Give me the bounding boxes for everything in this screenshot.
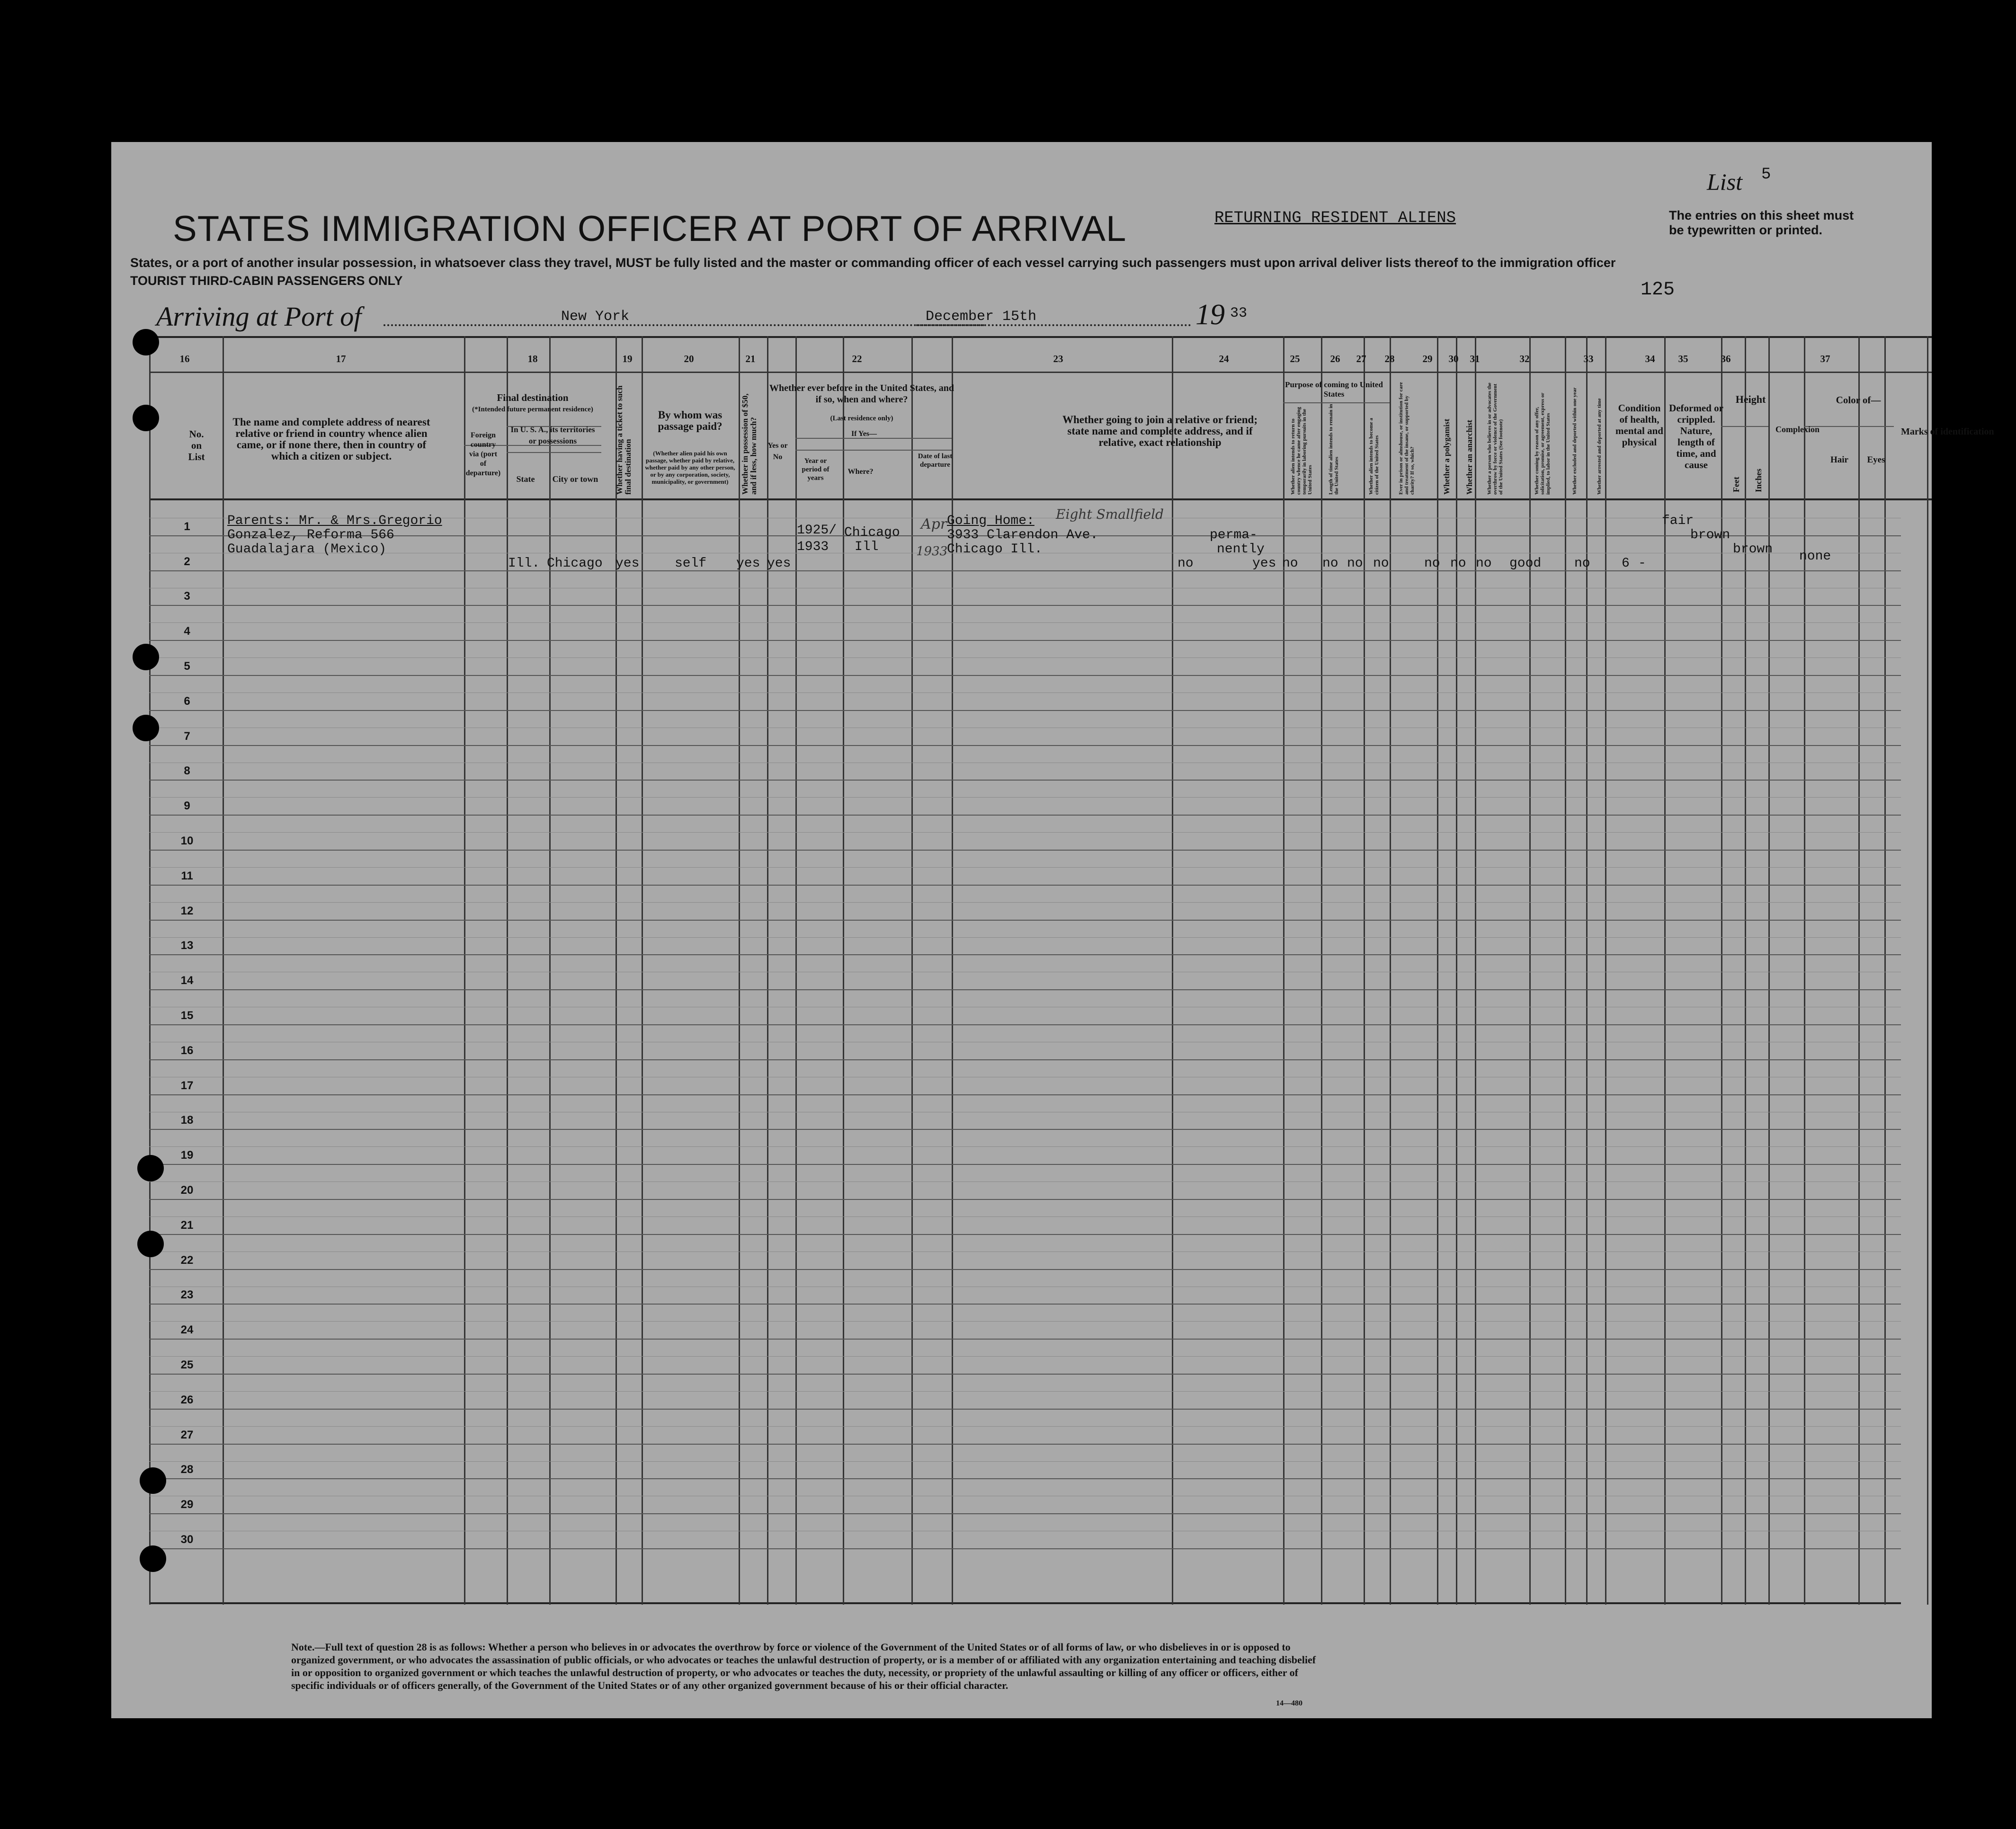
marks-value: none: [1799, 549, 1831, 564]
row-line: [149, 1548, 1901, 1549]
row-line: [149, 797, 1901, 798]
labor-offer-value: no: [1424, 556, 1440, 571]
row-number: 2: [184, 555, 190, 568]
header-purpose-length: Length of time alien intends to remain in the United States: [1328, 404, 1339, 495]
prison-value: no: [1282, 556, 1298, 571]
row-line: [149, 815, 1901, 816]
header-in-usa: In U. S. A., its territories or possessions: [510, 425, 595, 445]
row-number: 12: [180, 904, 194, 917]
column-number: 26: [1330, 353, 1340, 364]
row-number: 3: [184, 590, 190, 603]
header-state: State: [516, 474, 535, 484]
row-number: 17: [180, 1079, 194, 1092]
row-line: [149, 657, 1901, 658]
row-line: [149, 850, 1901, 851]
column-line: [1456, 336, 1457, 1605]
header-passage-paid: By whom was passage paid?: [658, 409, 723, 432]
row-line: [149, 1356, 1901, 1357]
row-line: [149, 867, 1901, 868]
relative-line-3: Guadalajara (Mexico): [227, 542, 387, 557]
eyes-value: brown: [1733, 542, 1773, 557]
row-number: 24: [180, 1323, 194, 1337]
column-number: 16: [179, 353, 190, 364]
punch-hole: [71, 1155, 98, 1181]
header-overthrow: Whether a person who believes in or advocates the overthrow by force or violence of the Government of the United States (See footnote): [1487, 382, 1504, 495]
entries-note: [1669, 208, 1854, 238]
column-number: 23: [1053, 353, 1063, 364]
column-line: [1745, 336, 1746, 1605]
column-number: 37: [1820, 353, 1830, 364]
row-line: [149, 954, 1901, 955]
column-line: [1884, 336, 1886, 1605]
join-line-2: 3933 Clarendon Ave.: [947, 528, 1098, 542]
column-line: [1529, 336, 1531, 1605]
header-excluded: Whether excluded and deported within one year: [1572, 387, 1578, 495]
row-number: 29: [180, 1498, 194, 1511]
column-line: [642, 336, 643, 1605]
year-suffix: 33: [1230, 305, 1248, 321]
length-stay-line-1: perma-: [1210, 528, 1258, 542]
row-line: [149, 920, 1901, 921]
length-stay-line-2: nently: [1217, 542, 1265, 557]
punch-hole: [137, 1231, 164, 1257]
punch-hole: [71, 1231, 98, 1257]
header-polygamist: Whether a polygamist: [1442, 418, 1451, 495]
row-number: 21: [180, 1218, 194, 1232]
punch-hole: [71, 327, 98, 353]
header-final-destination-sub: (*Intended future permanent residence): [472, 406, 593, 413]
returning-resident-stamp: RETURNING RESIDENT ALIENS: [1214, 209, 1456, 227]
row-number: 18: [180, 1114, 194, 1127]
column-number: 30: [1448, 353, 1459, 364]
header-eyes: Eyes: [1867, 455, 1885, 465]
column-number: 36: [1721, 353, 1731, 364]
ticket-value: yes: [616, 556, 640, 571]
fifty-value: yes: [736, 556, 760, 571]
subheader-line: [507, 452, 601, 453]
row-line: [149, 1321, 1901, 1322]
row-line: [149, 1304, 1901, 1305]
column-number: 25: [1290, 353, 1300, 364]
dest-state: Ill.: [508, 556, 540, 571]
row-number: 30: [180, 1533, 194, 1546]
column-line: [1437, 336, 1438, 1605]
row-line: [149, 885, 1901, 886]
row-line: [149, 640, 1901, 641]
row-number: 16: [180, 1044, 194, 1057]
column-number: 27: [1356, 353, 1366, 364]
inches-value: -: [1638, 556, 1646, 571]
row-line: [149, 710, 1901, 711]
anarchist-value: no: [1347, 556, 1363, 571]
header-fifty-dollars: Whether in possession of $50, and if less, how much?: [740, 393, 758, 495]
row-line: [149, 832, 1901, 833]
header-yes-no: Yes or No: [767, 442, 788, 461]
row-number: 9: [184, 799, 190, 813]
manifest-sheet: [111, 142, 1994, 1718]
column-number: 22: [852, 353, 862, 364]
row-number: 15: [180, 1009, 194, 1022]
header-where: Where?: [847, 468, 874, 476]
header-passage-paid-sub: (Whether alien paid his own passage, whether paid by relative, whether paid by any other person, or by any corporation, society, municipality, or government): [645, 450, 735, 485]
footnote: Note.—Full text of question 28 is as follows: Whether a person who believes in or advocates the overthrow by force or violence of the Government of the United States or of all forms of law, or who disbelieves in or is opposed to organized government, or who advocates the assassination of public officials, or who advocates or teaches the unlawful destruction of property, or is a member of or affiliated with any organization entertaining and teaching disbelief in or opposition to organized government or which teaches the unlawful destruction of property, or who advocates or teaches the duty, necessity, or propriety of the unlawful assaulting or killing of any officer or officers, either of specific individuals or of officers generally, of the Government of the United States or of any other organized government because of his or their official character.: [291, 1641, 1316, 1691]
header-arrested: Whether arrested and deported at any time: [1597, 398, 1602, 495]
column-line: [616, 336, 617, 1605]
last-departure-hw-2: 1933: [916, 544, 948, 559]
row-number: 25: [180, 1358, 194, 1371]
column-number: 31: [1470, 353, 1480, 364]
citizen-value: yes: [1252, 556, 1276, 571]
punch-hole: [133, 329, 159, 355]
form-code: 14—480: [1276, 1699, 1302, 1707]
row-number: 22: [180, 1253, 194, 1267]
column-line: [1172, 336, 1173, 1605]
excluded-value: no: [1450, 556, 1466, 571]
column-number: 24: [1219, 353, 1229, 364]
header-purpose-return: Whether alien intends to return to country whence he came after engaging temporarily in laboring pursuits in the United States: [1290, 407, 1313, 495]
column-number: 21: [745, 353, 756, 364]
column-line: [1804, 336, 1805, 1605]
passenger-class: TOURIST THIRD-CABIN PASSENGERS ONLY: [130, 274, 403, 288]
column-number: 32: [1519, 353, 1530, 364]
header-ticket: Whether having a ticket to such final destination: [615, 385, 633, 495]
column-line: [464, 336, 465, 1605]
column-line: [1858, 336, 1860, 1605]
polygamist-value: no: [1322, 556, 1338, 571]
row-line: [149, 1216, 1901, 1217]
header-relative: The name and complete address of nearest relative or friend in country whence alien came, or if none there, then in country of which a citizen or subject.: [232, 416, 430, 462]
column-line: [1475, 336, 1476, 1605]
header-before-in-us: Whether ever before in the United States, and if so, when and where?: [769, 383, 954, 405]
column-number: 17: [336, 353, 346, 364]
header-purpose-citizen: Whether alien intends to become a citizen of the United States: [1368, 417, 1380, 495]
complexion-value: fair: [1662, 514, 1694, 528]
column-line: [1768, 336, 1770, 1605]
row-line: [149, 1146, 1901, 1147]
row-line: [149, 1339, 1901, 1340]
punch-hole: [137, 1155, 164, 1181]
row-line: [149, 1444, 1901, 1445]
join-line-3: Chicago Ill.: [947, 542, 1043, 557]
instructions: States, or a port of another insular possession, in whatsoever class they travel, MUST be fully listed and the master or commanding officer of each vessel carrying such passengers must upon arrival deliver lists thereof to the immigration officer: [130, 256, 1616, 270]
punch-hole: [140, 1545, 166, 1572]
punch-hole: [71, 1545, 98, 1572]
where-line-2: Ill: [855, 540, 879, 554]
column-number: 28: [1384, 353, 1395, 364]
row-line: [149, 1059, 1901, 1060]
header-deformed: Deformed or crippled. Nature, length of time, and cause: [1669, 402, 1723, 471]
column-line: [767, 336, 768, 1605]
hair-value: brown: [1690, 528, 1731, 542]
row-number: 10: [180, 835, 194, 847]
row-line: [149, 1024, 1901, 1025]
year-prefix: 19: [1195, 299, 1225, 331]
row-line: [149, 1164, 1901, 1165]
column-number: 33: [1583, 353, 1594, 364]
header-marks: Marks of identification: [1901, 426, 1994, 437]
column-line: [507, 336, 508, 1605]
header-inches: Inches: [1754, 468, 1763, 492]
where-line-1: Chicago: [844, 525, 900, 540]
row-line: [149, 1478, 1901, 1479]
entries-note-line-1: The entries on this sheet must: [1669, 208, 1854, 222]
row-number: 28: [180, 1463, 194, 1476]
punch-hole: [71, 715, 98, 741]
column-line: [1390, 336, 1391, 1605]
row-number: 7: [184, 729, 190, 743]
header-final-destination: Final destination: [497, 392, 569, 403]
header-no-on-list: No. on List: [188, 428, 205, 462]
header-purpose: Purpose of coming to United States: [1285, 380, 1383, 399]
column-line: [1586, 336, 1588, 1605]
header-feet: Feet: [1731, 477, 1741, 492]
subheader-line: [795, 450, 952, 451]
feet-value: 6: [1622, 556, 1630, 571]
row-number: 5: [184, 660, 190, 673]
punch-hole: [133, 644, 159, 670]
column-line: [149, 336, 151, 1605]
row-number: 8: [184, 764, 190, 778]
row-line: [149, 605, 1901, 606]
header-before-in-us-sub: (Last residence only): [830, 415, 893, 422]
column-number: 20: [684, 353, 694, 364]
list-label: List: [1707, 169, 1743, 195]
row-line: [149, 1094, 1901, 1095]
table-bottom-border: [149, 1602, 1901, 1604]
row-line: [149, 1129, 1901, 1130]
join-handwritten: Eight Smallfield: [1056, 506, 1164, 522]
header-labor-offer: Whether coming by reason of any offer, solicitation, promise, or agreement, express or implied, to labor in the United States: [1534, 392, 1551, 495]
row-line: [149, 1181, 1901, 1182]
column-line: [1321, 336, 1322, 1605]
column-line: [1283, 336, 1285, 1605]
header-join-relative: Whether going to join a relative or friend; state name and complete address, and if relative, exact relationship: [1062, 414, 1258, 448]
page-number: 125: [1641, 279, 1675, 301]
header-height: Height: [1735, 393, 1766, 405]
header-hair: Hair: [1830, 455, 1848, 465]
row-line: [149, 1199, 1901, 1200]
column-line: [1721, 336, 1722, 1605]
column-number: 35: [1678, 353, 1688, 364]
years-line-2: 1933: [797, 540, 829, 554]
row-line: [149, 1426, 1901, 1427]
row-number: 11: [181, 869, 193, 882]
row-number: 27: [180, 1428, 194, 1441]
header-years: Year or period of years: [802, 457, 830, 482]
page-title: STATES IMMIGRATION OFFICER AT PORT OF ARRIVAL: [173, 209, 1127, 249]
row-number: 23: [180, 1288, 194, 1302]
before-value: yes: [767, 556, 791, 571]
return-country-value: no: [1177, 556, 1194, 571]
header-anarchist: Whether an anarchist: [1465, 419, 1474, 495]
row-number: 26: [180, 1393, 194, 1406]
column-number: 29: [1422, 353, 1433, 364]
overthrow-value: no: [1373, 556, 1389, 571]
row-number: 6: [184, 694, 190, 708]
health-value: good: [1509, 556, 1542, 571]
column-line: [1364, 336, 1365, 1605]
header-foreign-country: Foreign country via (port of departure): [465, 431, 501, 477]
column-number: 19: [622, 353, 633, 364]
row-line: [149, 902, 1901, 903]
relative-line-2: Gonzalez, Reforma 566: [227, 528, 394, 542]
row-line: [149, 989, 1901, 990]
column-line: [1927, 336, 1928, 1605]
subheader-line: [1721, 426, 1768, 427]
header-prison: Ever in prison or almshouse, or institution for care and treatment of the insane, or supported by charity? If so, which?: [1398, 382, 1415, 495]
row-number: 20: [180, 1184, 194, 1197]
punch-hole: [71, 1467, 98, 1494]
date-value: December 15th: [926, 309, 1037, 325]
years-line-1: 1925/: [797, 523, 837, 538]
port-value: New York: [561, 309, 630, 325]
column-line: [911, 336, 913, 1605]
header-health: Condition of health, mental and physical: [1615, 402, 1663, 448]
row-number: 14: [180, 974, 194, 987]
column-line: [739, 336, 740, 1605]
header-last-departure: Date of last departure: [918, 453, 953, 469]
column-line: [223, 336, 224, 1605]
punch-hole: [71, 405, 98, 431]
row-number: 19: [180, 1149, 194, 1162]
header-if-yes: If Yes—: [851, 430, 877, 438]
relative-line-1: Parents: Mr. & Mrs.Gregorio: [227, 514, 442, 528]
column-line: [1605, 336, 1606, 1605]
last-departure-hw-1: Apr: [921, 516, 947, 533]
header-city: City or town: [552, 474, 598, 484]
punch-hole: [140, 1467, 166, 1494]
arriving-label: Arriving at Port of: [156, 301, 362, 332]
header-complexion: Complexion: [1775, 425, 1820, 434]
column-number: 18: [527, 353, 538, 364]
row-line: [149, 622, 1901, 623]
row-line: [149, 1391, 1901, 1392]
column-line: [549, 336, 551, 1605]
row-line: [149, 675, 1901, 676]
row-number: 1: [184, 520, 190, 533]
row-line: [149, 1409, 1901, 1410]
row-line: [149, 937, 1901, 938]
row-line: [149, 1513, 1901, 1514]
paid-by-value: self: [675, 556, 707, 571]
arrested-value: no: [1476, 556, 1492, 571]
row-line: [149, 1269, 1901, 1270]
column-number: 34: [1645, 353, 1655, 364]
join-line-1: Going Home:: [947, 514, 1035, 528]
header-color: Color of—: [1836, 394, 1881, 406]
row-line: [149, 1374, 1901, 1375]
row-line: [149, 780, 1901, 781]
row-line: [149, 1234, 1901, 1235]
punch-hole: [133, 715, 159, 741]
port-line: [384, 324, 985, 326]
row-number: 13: [180, 939, 194, 952]
deformed-value: no: [1574, 556, 1590, 571]
punch-hole: [133, 405, 159, 431]
column-line: [1565, 336, 1566, 1605]
row-line: [149, 745, 1901, 746]
list-number: 5: [1761, 166, 1771, 184]
punch-hole: [71, 641, 98, 668]
row-line: [149, 1461, 1901, 1462]
row-number: 4: [184, 625, 190, 638]
dest-city: Chicago: [547, 556, 603, 571]
entries-note-line-2: be typewritten or printed.: [1669, 223, 1823, 237]
